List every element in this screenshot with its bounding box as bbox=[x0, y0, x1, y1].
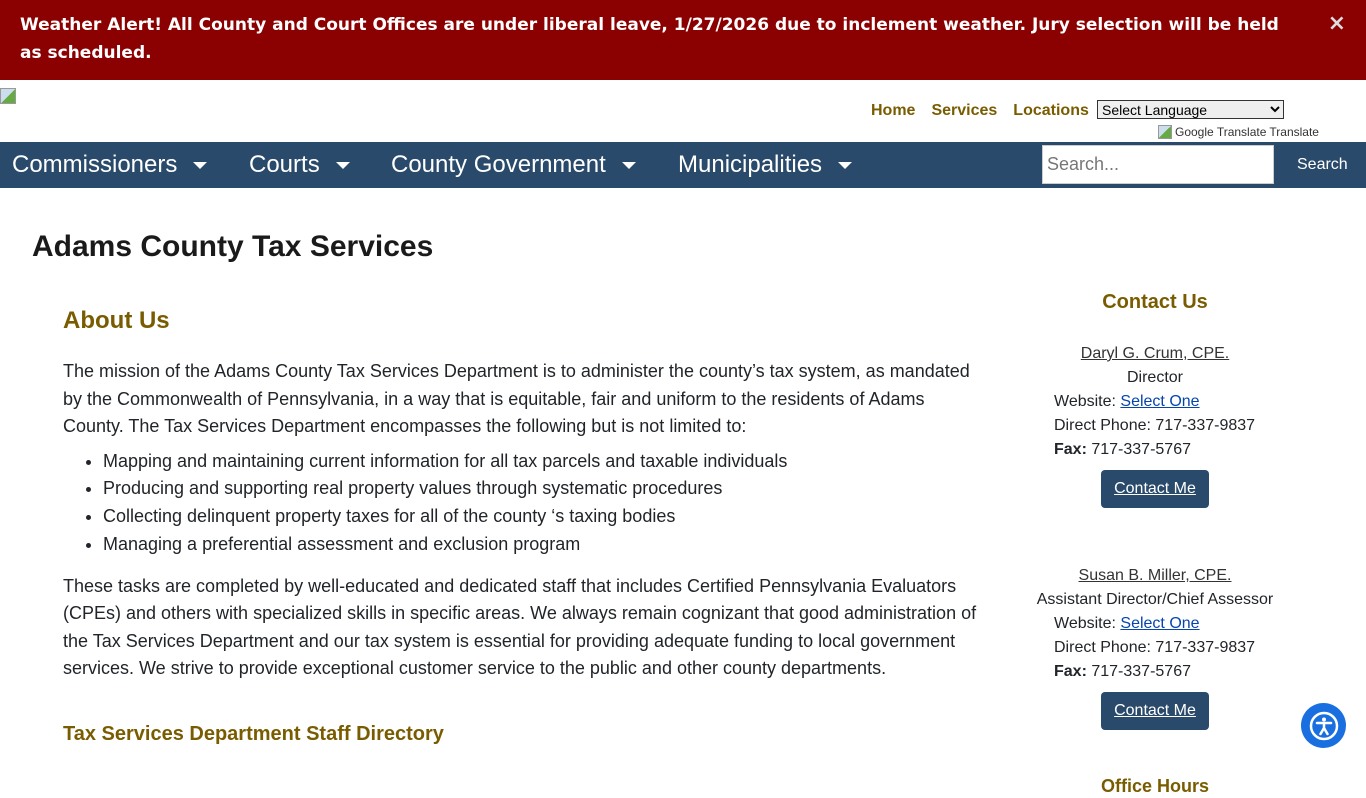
staff-paragraph: These tasks are completed by well-educated and dedicated staff that includes Certified Pennsylvania Evaluators (CPEs) and others with specialized skills in specific areas. We always remain cognizant that good administration of the Tax Services Department and our tax system is essential for providing adequate funding to local government services. We strive to provide exceptional customer service to the public and other county departments. bbox=[63, 575, 977, 679]
contact-me-button[interactable]: Contact Me bbox=[1101, 470, 1209, 508]
contact-title: Director bbox=[1126, 369, 1183, 386]
nav-courts[interactable] bbox=[249, 151, 350, 179]
website-link[interactable]: Select One bbox=[1120, 393, 1200, 410]
caret-down-icon bbox=[193, 162, 207, 169]
close-icon[interactable]: × bbox=[1327, 11, 1346, 36]
website-link[interactable]: Select One bbox=[1120, 615, 1200, 632]
contact-title: Assistant Director/Chief Assessor bbox=[1036, 591, 1274, 608]
broken-image-icon bbox=[0, 88, 16, 104]
caret-down-icon bbox=[838, 162, 852, 169]
nav-municipalities[interactable] bbox=[678, 151, 852, 179]
contact-sidebar bbox=[1000, 290, 1310, 798]
services-link[interactable]: Services bbox=[931, 102, 998, 119]
about-heading: About Us bbox=[63, 307, 170, 334]
top-links bbox=[871, 102, 1089, 120]
contact-card bbox=[1000, 342, 1310, 508]
fax-value: 717-337-5767 bbox=[1091, 663, 1191, 680]
list-item: • Managing a preferential assessment and exclusion program bbox=[103, 531, 983, 559]
google-translate-alt: Google Translate bbox=[1175, 125, 1267, 139]
phone-label: Direct Phone: bbox=[1054, 417, 1151, 434]
nav-label: County Government bbox=[391, 151, 606, 178]
alert-text: Weather Alert! All County and Court Offices are under liberal leave, 1/27/2026 due to inclement weather. Jury selection will be held as scheduled. bbox=[20, 15, 1279, 63]
office-hours-heading: Office Hours bbox=[1100, 776, 1210, 796]
accessibility-icon bbox=[1309, 711, 1339, 741]
search-input[interactable] bbox=[1042, 145, 1274, 184]
google-translate-icon bbox=[1158, 125, 1172, 139]
contact-card bbox=[1000, 564, 1310, 730]
locations-link[interactable]: Locations bbox=[1013, 102, 1089, 119]
phone-label: Direct Phone: bbox=[1054, 639, 1151, 656]
main-content bbox=[63, 306, 983, 749]
fax-label: Fax: bbox=[1054, 441, 1087, 458]
caret-down-icon bbox=[622, 162, 636, 169]
contact-name-link[interactable]: Daryl G. Crum, CPE. bbox=[1080, 345, 1230, 362]
phone-value: 717-337-9837 bbox=[1155, 417, 1256, 434]
caret-down-icon bbox=[336, 162, 350, 169]
nav-label: Commissioners bbox=[12, 151, 178, 178]
page-title: Adams County Tax Services bbox=[32, 230, 434, 263]
nav-label: Municipalities bbox=[678, 151, 823, 178]
google-translate[interactable] bbox=[1158, 125, 1319, 139]
language-select[interactable] bbox=[1097, 100, 1284, 119]
mission-paragraph: The mission of the Adams County Tax Services Department is to administer the county’s tax system, as mandated by the Commonwealth of Pennsylvania, in a way that is equitable, fair and uniform to the residents of Adams County. The Tax Services Department encompasses the following but is not limited to: bbox=[63, 361, 970, 437]
phone-value: 717-337-9837 bbox=[1155, 639, 1256, 656]
nav-county-government[interactable] bbox=[391, 151, 636, 179]
contact-heading: Contact Us bbox=[1102, 291, 1208, 313]
contact-me-button[interactable]: Contact Me bbox=[1101, 692, 1209, 730]
home-link[interactable]: Home bbox=[871, 102, 916, 119]
nav-label: Courts bbox=[249, 151, 320, 178]
list-item: • Mapping and maintaining current information for all tax parcels and taxable individuals bbox=[103, 448, 983, 476]
list-item: • Collecting delinquent property taxes for all of the county ‘s taxing bodies bbox=[103, 503, 983, 531]
translate-label: Translate bbox=[1269, 125, 1319, 139]
staff-directory-heading: Tax Services Department Staff Directory bbox=[63, 722, 444, 745]
duties-list bbox=[103, 448, 983, 559]
county-logo[interactable] bbox=[0, 88, 220, 114]
contact-name-link[interactable]: Susan B. Miller, CPE. bbox=[1078, 567, 1232, 584]
search-button[interactable]: Search bbox=[1297, 156, 1348, 173]
nav-commissioners[interactable] bbox=[12, 151, 207, 179]
fax-label: Fax: bbox=[1054, 663, 1087, 680]
website-label: Website: bbox=[1054, 393, 1116, 410]
accessibility-button[interactable] bbox=[1301, 703, 1346, 748]
fax-value: 717-337-5767 bbox=[1091, 441, 1191, 458]
list-item: • Producing and supporting real property values through systematic procedures bbox=[103, 475, 983, 503]
website-label: Website: bbox=[1054, 615, 1116, 632]
weather-alert-banner bbox=[0, 0, 1366, 80]
